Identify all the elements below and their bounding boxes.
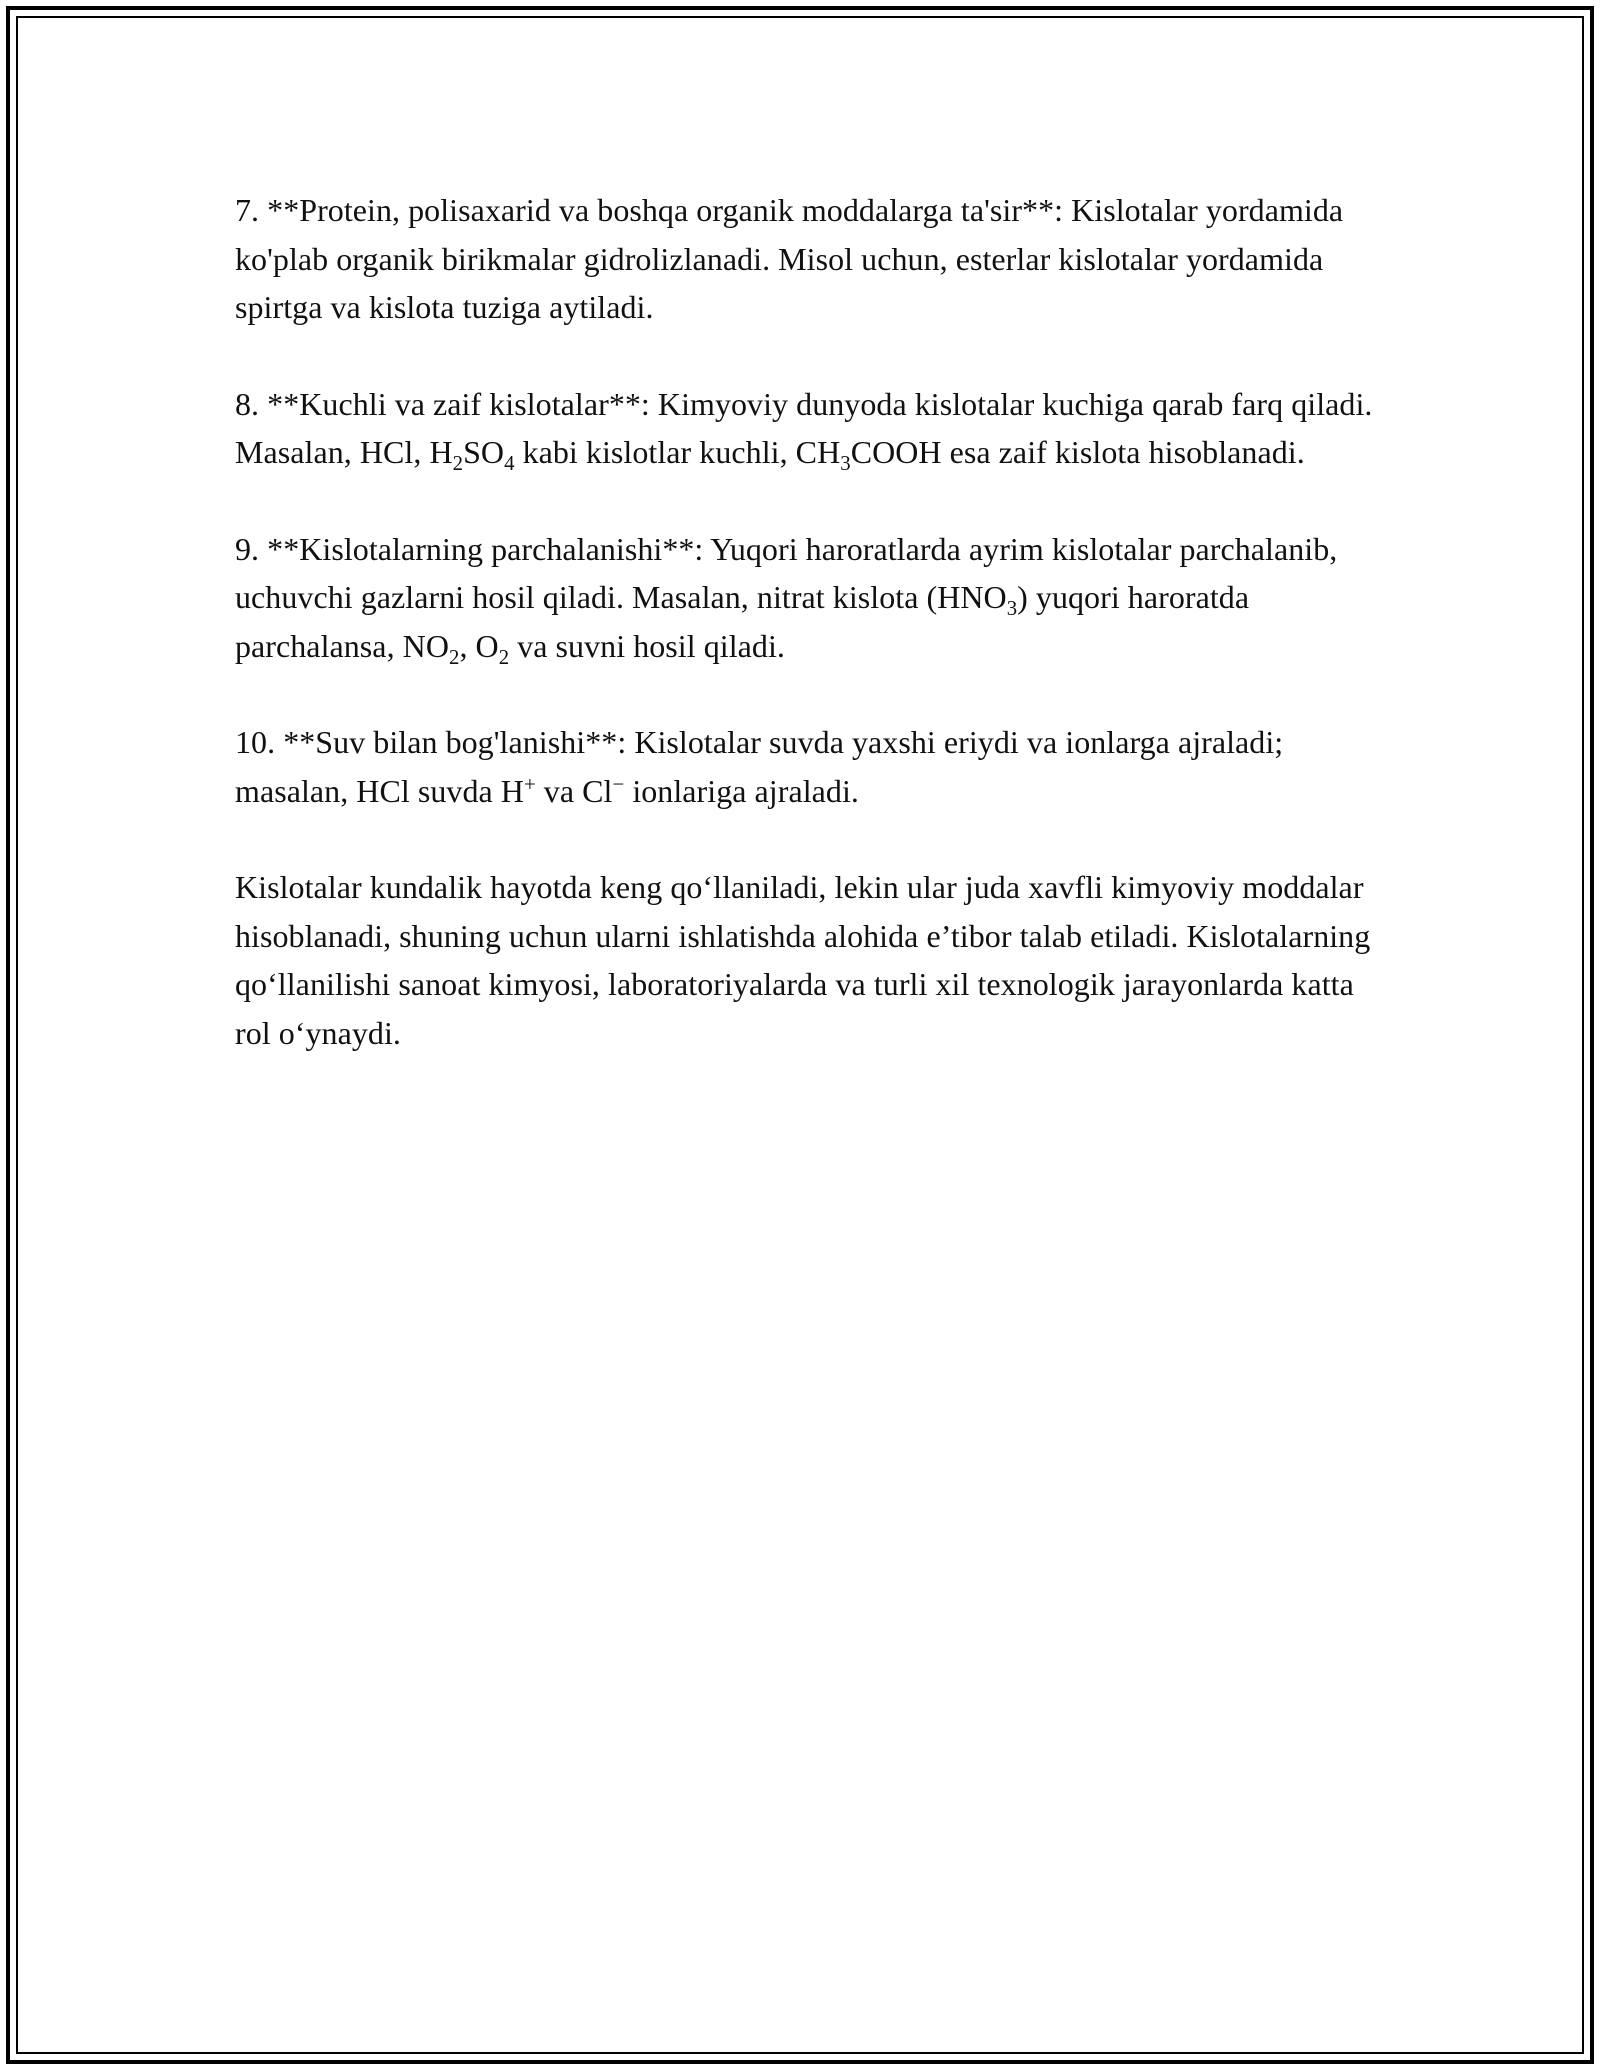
paragraph-9-text: , O (459, 627, 499, 664)
subscript: 4 (504, 452, 515, 476)
paragraph-8-text: SO (463, 434, 505, 470)
paragraph-item-10 (235, 718, 1375, 815)
subscript: 2 (452, 452, 464, 476)
subscript: 2 (498, 645, 510, 669)
paragraph-item-9 (235, 525, 1375, 671)
paragraph-8-text: 8. **Kuchli va zaif kislotalar**: Kimyoviy dunyoda kislotalar kuchiga qarab farq qiladi. Masalan, HCl, H (235, 385, 1373, 470)
superscript: + (523, 773, 536, 797)
paragraph-10-text: 10. **Suv bilan bog'lanishi**: Kislotalar suvda yaxshi eriydi va ionlarga ajraladi; masalan, HCl suvda H (235, 724, 1284, 809)
paragraph-10-text: ionlariga ajraladi. (624, 772, 859, 809)
paragraph-7-text: 7. **Protein, polisaxarid va boshqa organik moddalarga ta'sir**: Kislotalar yordamida ko'plab organik birikmalar gidrolizlanadi. Misol uchun, esterlar kislotalar yordamida spirtga va kislota tuziga aytiladi. (235, 192, 1344, 325)
paragraph-8-text: COOH esa zaif kislota hisoblanadi. (850, 434, 1305, 470)
paragraph-item-8 (235, 380, 1375, 477)
paragraph-8-text: kabi kislotlar kuchli, CH (514, 434, 841, 470)
paragraph-conclusion (235, 863, 1375, 1057)
paragraph-10-text: va Cl (535, 772, 613, 809)
subscript: 3 (1006, 597, 1018, 621)
subscript: 2 (448, 645, 460, 669)
superscript: − (612, 773, 625, 797)
paragraph-9-text: ) yuqori haroratda parchalansa, NO (235, 579, 1250, 664)
document-body (235, 186, 1375, 1105)
conclusion-text: Kislotalar kundalik hayotda keng qo‘llaniladi, lekin ular juda xavfli kimyoviy moddalar hisoblanadi, shuning uchun ularni ishlatishda alohida e’tibor talab etiladi. Kislotalarning qo‘llanilishi sanoat kimyosi, laboratoriyalarda va turli xil texnologik jarayonlarda katta rol o‘ynaydi. (235, 869, 1371, 1051)
paragraph-item-7 (235, 186, 1375, 332)
paragraph-9-text: va suvni hosil qiladi. (509, 627, 785, 664)
subscript: 3 (840, 452, 851, 476)
paragraph-9-text: 9. **Kislotalarning parchalanishi**: Yuqori haroratlarda ayrim kislotalar parchalanib, uchuvchi gazlarni hosil qiladi. Masalan, nitrat kislota (HNO (235, 530, 1338, 615)
